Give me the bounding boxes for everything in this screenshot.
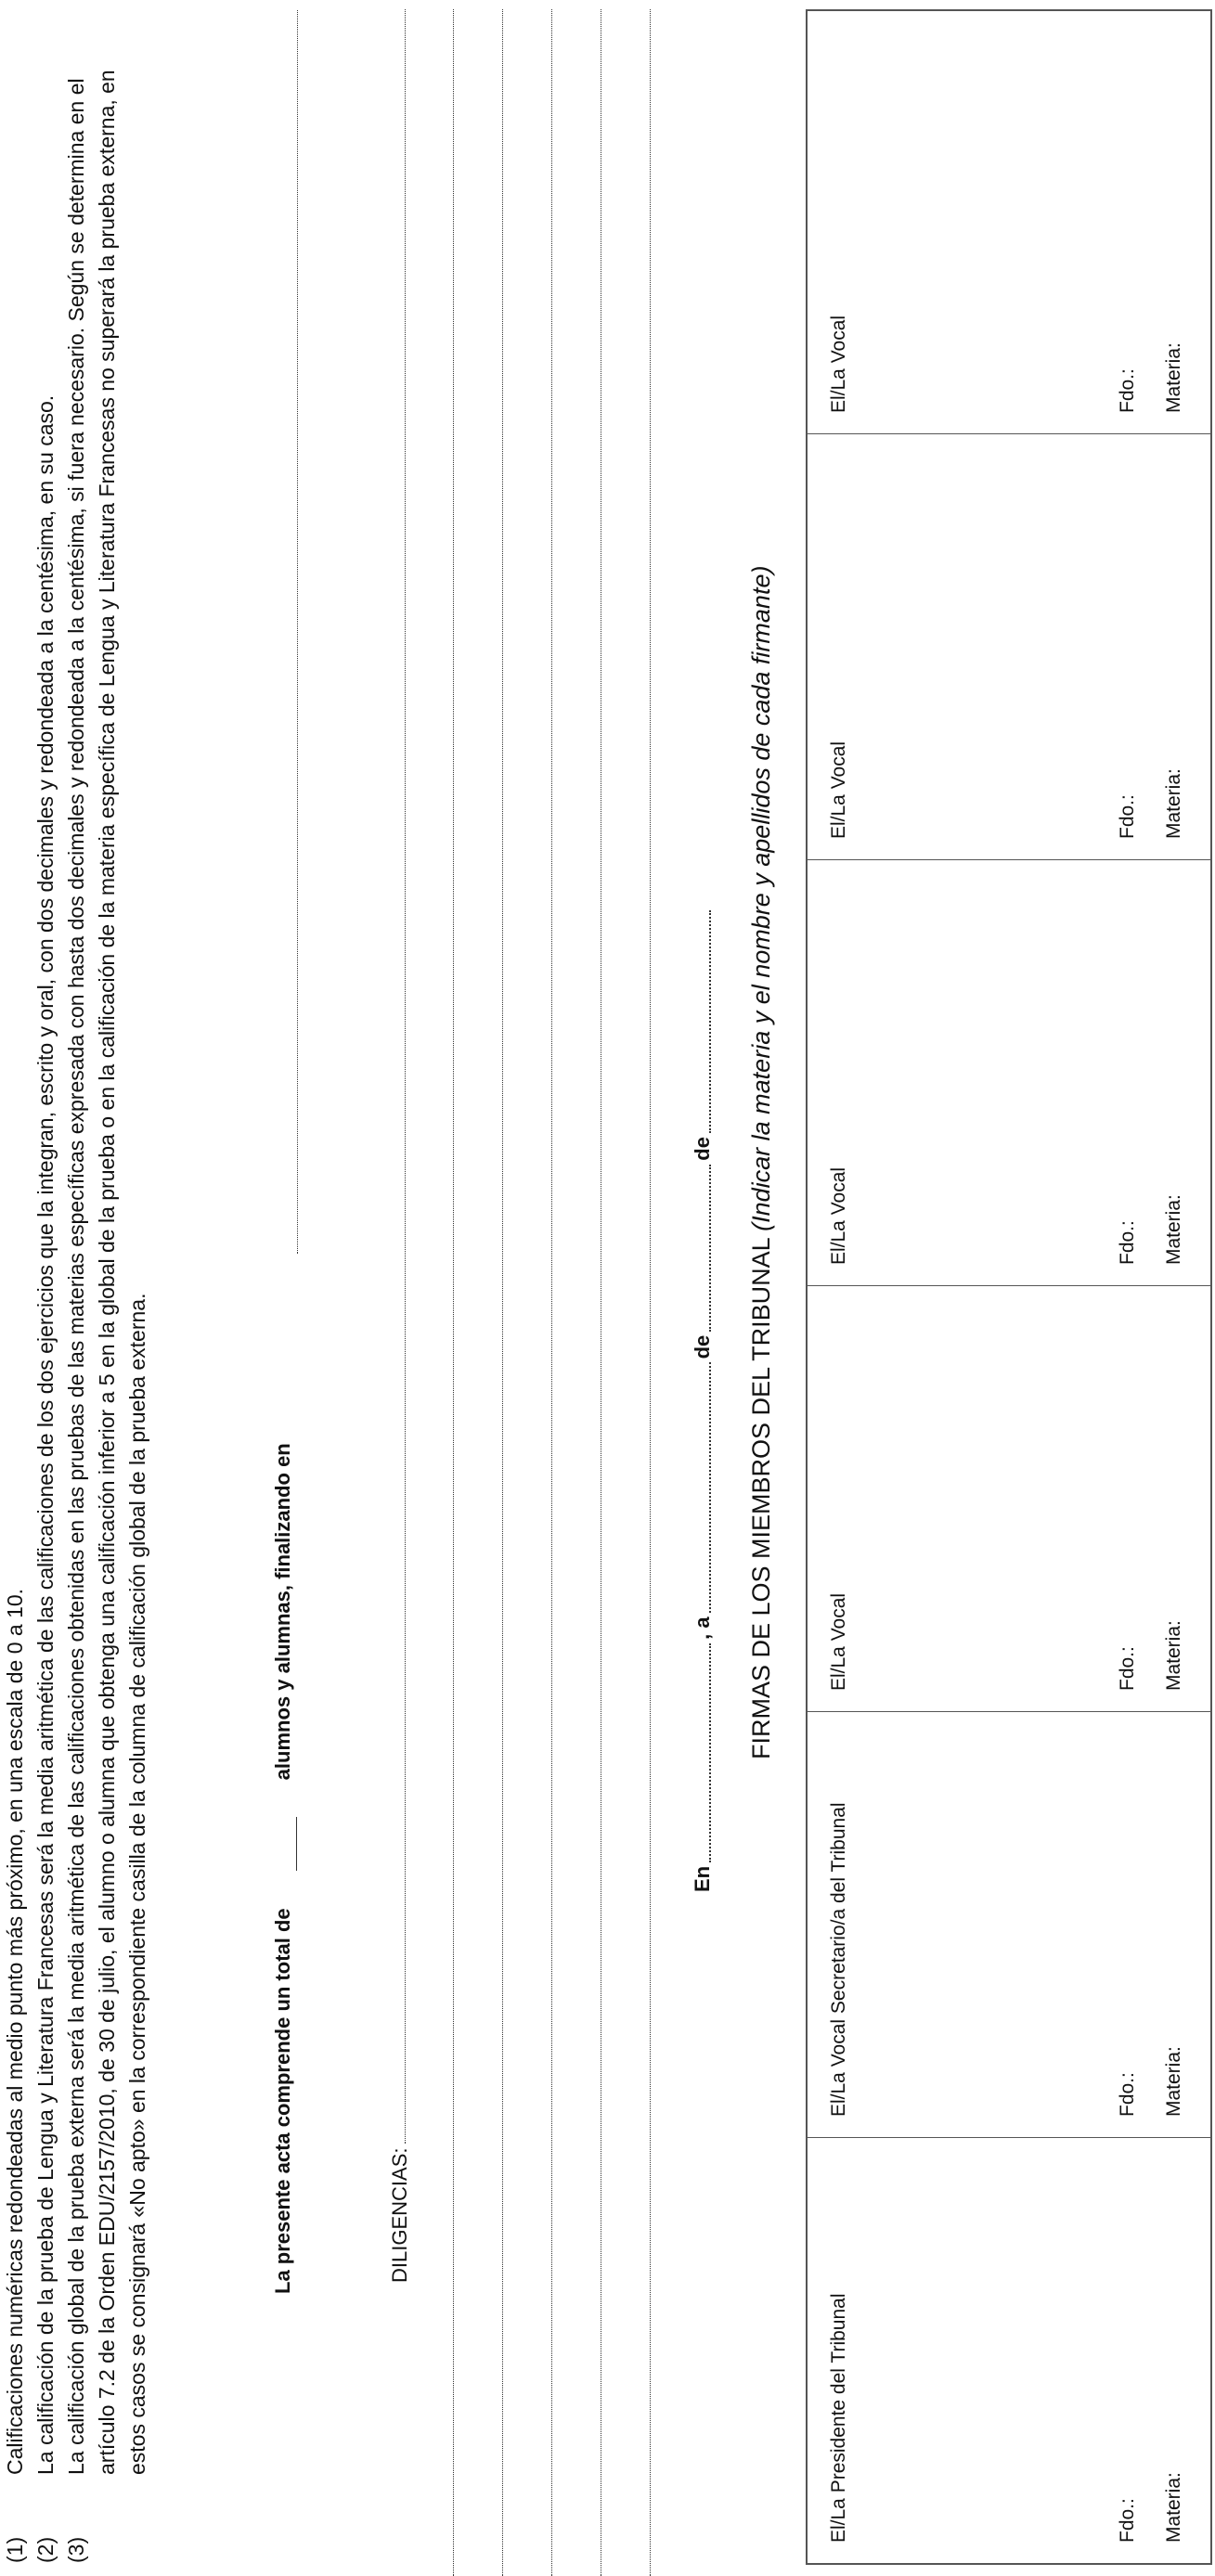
signature-materia: Materia: (1163, 2472, 1184, 2543)
signature-materia: Materia: (1163, 342, 1184, 413)
signature-role: El/La Vocal Secretario/a del Tribunal (828, 1802, 849, 2117)
total-label-after: alumnos y alumnas, finalizando en (271, 1443, 294, 1781)
diligencias-line[interactable] (650, 9, 651, 2576)
date-a-label: , a (691, 1616, 714, 1640)
signatures-table (806, 9, 1212, 2565)
footnote-number: (3) (64, 2536, 88, 2563)
diligencias-line[interactable] (551, 9, 552, 2576)
signature-fdo: Fdo.: (1117, 1220, 1138, 1265)
signature-fdo: Fdo.: (1117, 794, 1138, 839)
finalizando-field[interactable] (297, 10, 298, 1254)
signature-materia: Materia: (1163, 1620, 1184, 1691)
day-field[interactable] (709, 1362, 711, 1613)
signature-role: El/La Vocal (828, 1166, 849, 1265)
signature-materia: Materia: (1163, 768, 1184, 839)
signatures-heading (747, 566, 776, 1759)
footnote-number: (1) (3, 2536, 27, 2563)
date-en-label: En (691, 1865, 714, 1892)
total-students-line (271, 1443, 297, 2294)
signature-fdo: Fdo.: (1117, 1646, 1138, 1691)
signature-role: El/La Vocal (828, 1592, 849, 1691)
signature-materia: Materia: (1163, 2046, 1184, 2117)
footnote (31, 20, 61, 2563)
footnotes (0, 20, 153, 2563)
month-field[interactable] (709, 1165, 711, 1332)
date-de-label: de (691, 1137, 714, 1161)
signature-role: El/La Vocal (828, 315, 849, 413)
signature-role: El/La Presidente del Tribunal (828, 2293, 849, 2543)
footnote-text: La calificación de la prueba de Lengua y Literatura Francesas será la media aritmética de las calificaciones de los dos ejercicios que la integran, escrito y oral, con dos decimales y redondeada a la centésima, en su caso. (33, 394, 58, 2475)
total-label-before: La presente acta comprende un total de (271, 1908, 294, 2294)
signatures-title: FIRMAS DE LOS MIEMBROS DEL TRIBUNAL (747, 1238, 775, 1759)
diligencias-line[interactable] (453, 9, 454, 2576)
signature-cell-secretario[interactable] (808, 1711, 1210, 2137)
signature-cell-vocal[interactable] (808, 433, 1210, 859)
footnote-text: La calificación global de la prueba externa será la media aritmética de las calificaciones obtenidas en las pruebas de las materias específicas expresada con hasta dos decimales y redondeada a la centésima, si fuera necesario. Según se determina en el artículo 7.2 de la Orden EDU/2157/2010, de 30 de julio, el alumno o alumna que obtenga una calificación inferior a 5 en la global de la prueba o en la calificación de la materia específica de Lengua y Literatura Francesas no superará la prueba externa, en estos casos se consignará «No apto» en la correspondiente casilla de la columna de calificación global de la prueba externa. (64, 70, 149, 2475)
signature-role: El/La Vocal (828, 741, 849, 839)
footnote (61, 20, 153, 2563)
footnote-text: Calificaciones numéricas redondeadas al medio punto más próximo, en una escala de 0 a 10. (3, 1588, 27, 2475)
signature-materia: Materia: (1163, 1194, 1184, 1265)
date-line (691, 907, 715, 1892)
signature-cell-vocal[interactable] (808, 1285, 1210, 1711)
signature-fdo: Fdo.: (1117, 2498, 1138, 2543)
signature-cell-vocal[interactable] (808, 859, 1210, 1285)
signature-cell-presidente[interactable] (808, 2137, 1210, 2563)
diligencias-line[interactable] (502, 9, 503, 2576)
signature-fdo: Fdo.: (1117, 2072, 1138, 2117)
diligencias-line[interactable] (405, 9, 406, 2144)
diligencias-label: DILIGENCIAS: (388, 2147, 411, 2283)
signature-cell-vocal[interactable] (808, 11, 1210, 433)
signatures-subtitle: (Indicar la materia y el nombre y apellidos de cada firmante) (747, 565, 775, 1231)
place-field[interactable] (709, 1643, 711, 1862)
year-field[interactable] (709, 910, 711, 1133)
total-students-field[interactable] (296, 1817, 297, 1871)
signature-fdo: Fdo.: (1117, 368, 1138, 413)
footnote (0, 20, 31, 2563)
date-de-label: de (691, 1334, 714, 1359)
footnote-number: (2) (33, 2536, 58, 2563)
